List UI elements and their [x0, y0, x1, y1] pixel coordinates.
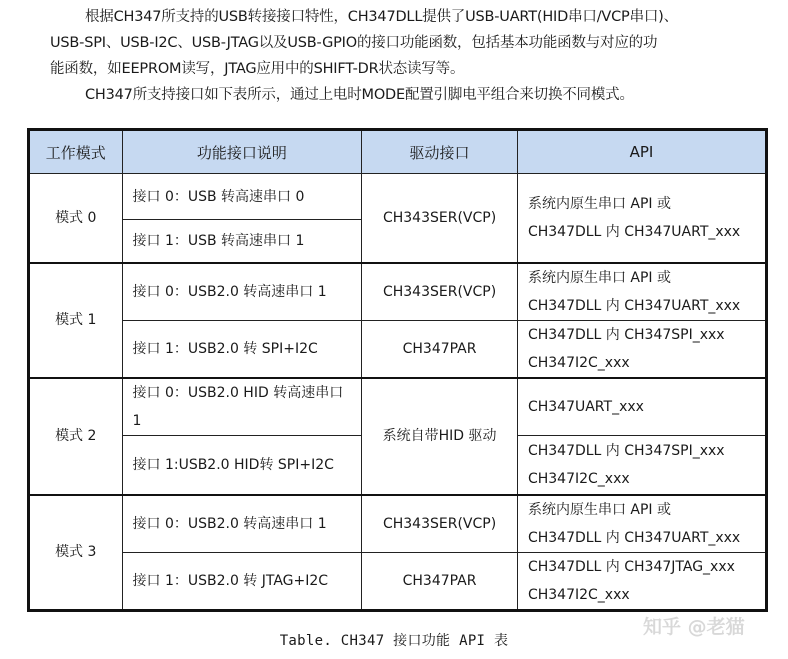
intro-line-2: USB-SPI、USB-I2C、USB-JTAG以及USB-GPIO的接口功能函数，包括基本功能函数与对应的功	[50, 35, 658, 51]
header-interface: 功能接口说明	[122, 130, 362, 174]
api-line: 系统内原生串口 API 或	[527, 269, 672, 286]
interface-cell: 接口 0：USB2.0 HID 转高速串口 1	[122, 378, 362, 436]
api-line: 系统内原生串口 API 或	[527, 501, 672, 518]
api-cell	[517, 436, 766, 495]
driver-cell: CH343SER(VCP)	[362, 174, 518, 263]
table-header-row	[29, 130, 767, 174]
mode-cell: 模式 1	[29, 263, 123, 379]
api-line: CH347DLL 内 CH347UART_xxx	[527, 529, 741, 546]
api-line: CH347DLL 内 CH347UART_xxx	[527, 297, 741, 314]
mode-cell: 模式 2	[29, 378, 123, 495]
interface-api-table	[27, 128, 768, 612]
table-row	[29, 320, 767, 378]
api-line: CH347I2C_xxx	[527, 470, 630, 487]
api-cell	[517, 378, 766, 436]
api-line: CH347DLL 内 CH347UART_xxx	[527, 223, 741, 240]
mode-cell: 模式 0	[29, 174, 123, 263]
api-cell	[517, 320, 766, 378]
intro-line-1: 根据CH347所支持的USB转接接口特性，CH347DLL提供了USB-UART(HID串口/VCP串口)、	[85, 9, 678, 25]
header-api: API	[517, 130, 766, 174]
api-cell	[517, 174, 766, 263]
driver-cell: 系统自带HID 驱动	[362, 378, 518, 495]
api-line: CH347I2C_xxx	[527, 586, 630, 603]
api-line: CH347DLL 内 CH347JTAG_xxx	[527, 558, 735, 575]
api-line: CH347I2C_xxx	[527, 354, 630, 371]
interface-cell: 接口 0：USB2.0 转高速串口 1	[122, 495, 362, 553]
driver-cell: CH347PAR	[362, 320, 518, 378]
interface-cell: 接口 0：USB 转高速串口 0	[122, 174, 362, 220]
api-line: CH347DLL 内 CH347SPI_xxx	[527, 442, 725, 459]
api-cell	[517, 552, 766, 610]
interface-cell: 接口 1：USB2.0 转 SPI+I2C	[122, 320, 362, 378]
api-cell	[517, 263, 766, 321]
table-row	[29, 378, 767, 436]
mode-cell: 模式 3	[29, 495, 123, 611]
table-row	[29, 495, 767, 553]
intro-line-3: 能函数，如EEPROM读写，JTAG应用中的SHIFT-DR状态读写等。	[50, 61, 465, 77]
driver-cell: CH347PAR	[362, 552, 518, 610]
intro-line-4: CH347所支持接口如下表所示，通过上电时MODE配置引脚电平组合来切换不同模式。	[85, 87, 634, 103]
api-line: CH347DLL 内 CH347SPI_xxx	[527, 326, 725, 343]
table-row	[29, 552, 767, 610]
header-driver: 驱动接口	[362, 130, 518, 174]
api-line: 系统内原生串口 API 或	[527, 195, 672, 212]
header-mode: 工作模式	[29, 130, 123, 174]
api-cell	[517, 495, 766, 553]
interface-cell: 接口 1：USB 转高速串口 1	[122, 220, 362, 263]
api-line: CH347UART_xxx	[527, 399, 644, 415]
table-row	[29, 174, 767, 220]
driver-cell: CH343SER(VCP)	[362, 263, 518, 321]
interface-cell: 接口 1:USB2.0 HID转 SPI+I2C	[122, 436, 362, 495]
interface-cell: 接口 1：USB2.0 转 JTAG+I2C	[122, 552, 362, 610]
table-caption: Table. CH347 接口功能 API 表	[279, 633, 509, 649]
watermark: 知乎 @老猫	[643, 616, 745, 638]
table-row	[29, 263, 767, 321]
driver-cell: CH343SER(VCP)	[362, 495, 518, 553]
interface-cell: 接口 0：USB2.0 转高速串口 1	[122, 263, 362, 321]
